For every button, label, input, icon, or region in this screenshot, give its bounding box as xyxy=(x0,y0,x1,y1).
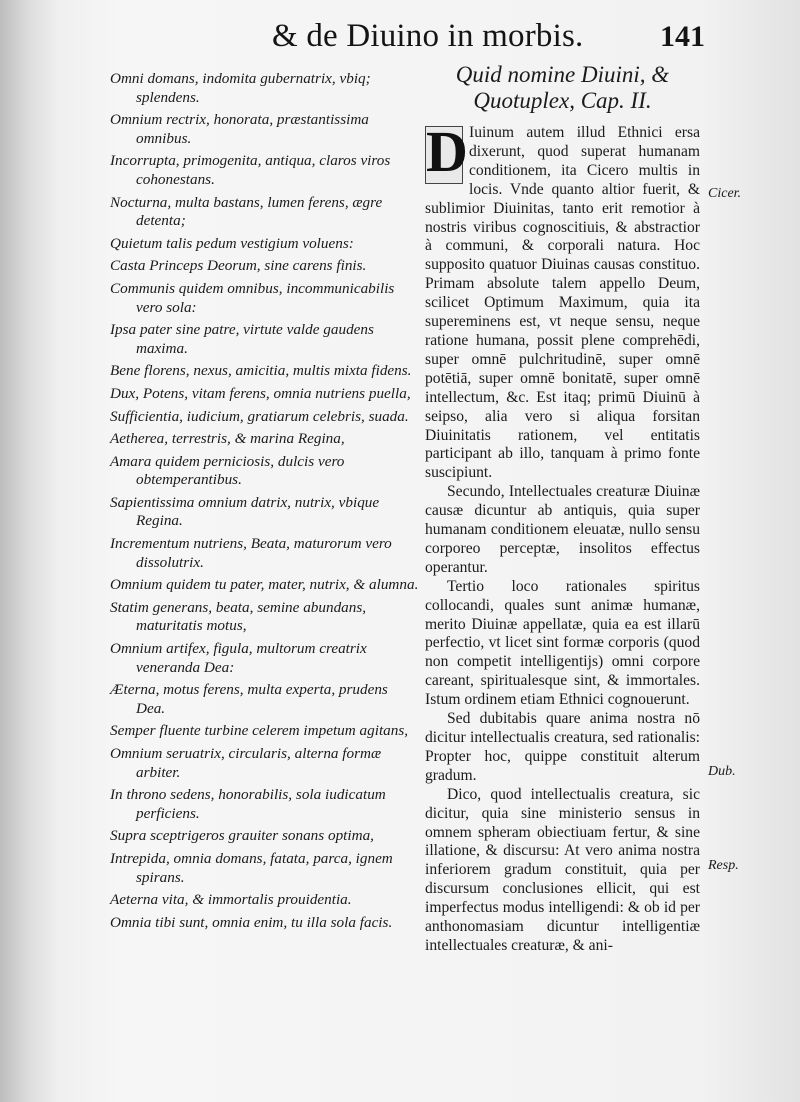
hymn-verse: Omnium seruatrix, circularis, alterna formæ arbiter. xyxy=(110,745,382,781)
first-paragraph-text: Iuinum autem illud Ethnici ersa dixerunt, quod superat humanam conditionem, ita Cicero multis in locis. Vnde quanto altior fuerit, & sublimior Diuinitas, tanto erit remotior à nostris viribus cognoscitiuis, & abstractior à communi, & corporali natura. Hoc supposito quatuor Diuinas causas constituo. Primam absolute talem appello Deum, scilicet Optimum Maximum, quia ita supereminens est, vt neque sensu, neque ratione humana, possit plene comprehēdi, super omnē pulchritudinē, super omnē potētiā, super omnē bonitatē, super omnē intellectum, &c. Est itaq; primū Diuinū à seipso, alia vero si aliqua forsitan Diuinitatis rationem, vel entitatis participant ab illo, tanquam à primo fonte suscipiunt. xyxy=(425,124,700,482)
hymn-verse: Communis quidem omnibus, incommunicabilis vero sola: xyxy=(110,279,395,316)
hymn-verse: Intrepida, omnia domans, fatata, parca, ignem spirans. xyxy=(110,849,393,886)
hymn-verse: Aetherea, terrestris, & marina Regina, xyxy=(110,430,345,448)
hymn-verse: In throno sedens, honorabilis, sola iudicatum perficiens. xyxy=(110,786,386,822)
hymn-verse: Bene florens, nexus, amicitia, multis mixta fidens. xyxy=(110,362,412,380)
body-paragraph: Dico, quod intellectualis creatura, sic dicitur, quia sine ministerio sensus in omnem spheram obiectiuam fertur, & sine illatione, & discursu: At vero anima nostra inferiorem gradum constituit, quia per discursum conclusiones ellicit, qui est imperfectus modus intelligendi: & ob id per anthonomasiam dicuntur intelligentiæ intellectuales creaturæ, & ani- xyxy=(425,785,700,954)
page-header xyxy=(0,14,800,64)
hymn-verse: Omnium quidem tu pater, mater, nutrix, & alumna. xyxy=(110,576,419,594)
chapter-title: Quid nomine Diuini, & Quotuplex, Cap. II. xyxy=(455,62,670,113)
hymn-verse: Nocturna, multa bastans, lumen ferens, ægre detenta; xyxy=(110,193,383,230)
running-head: & de Diuino in morbis. xyxy=(272,18,584,54)
hymn-column xyxy=(110,70,420,936)
body-paragraph: Sed dubitabis quare anima nostra nō dicitur intellectualis creatura, sed rationalis: Propter hoc, quippe constituit alterum gradum. xyxy=(425,710,700,784)
margin-note-cicero: Cicer. xyxy=(708,186,742,201)
hymn-verse: Aeterna vita, & immortalis prouidentia. xyxy=(110,891,352,909)
hymn-verse: Omni domans, indomita gubernatrix, vbiq; splendens. xyxy=(110,70,371,106)
hymn-verse: Semper fluente turbine celerem impetum agitans, xyxy=(110,722,409,740)
hymn-verse: Omnium rectrix, honorata, præstantissima omnibus. xyxy=(110,111,369,147)
hymn-verse: Amara quidem perniciosis, dulcis vero obtemperantibus. xyxy=(110,452,345,489)
hymn-verse: Dux, Potens, vitam ferens, omnia nutriens puella, xyxy=(110,384,411,402)
body-paragraph: Tertio loco rationales spiritus collocandi, quales sunt animæ humanæ, merito Diuinæ appellatæ, quia ea est illarū perfectio, vt licet sint formæ corporis (quod non competit intelligentijs) omni corpore careant, spiritualesque sint, & immortales. Istum ordinem etiam Ethnici cognouerunt. xyxy=(425,577,700,709)
hymn-verse: Casta Princeps Deorum, sine carens finis. xyxy=(110,257,367,275)
hymn-verse: Ipsa pater sine patre, virtute valde gaudens maxima. xyxy=(110,321,374,357)
hymn-verse: Sufficientia, iudicium, gratiarum celebris, suada. xyxy=(110,407,409,425)
treatise-column xyxy=(425,62,700,956)
binding-gutter xyxy=(0,0,58,1102)
page-number: 141 xyxy=(660,20,705,53)
hymn-verse: Statim generans, beata, semine abundans, maturitatis motus, xyxy=(110,598,367,635)
hymn-verse: Supra sceptrigeros grauiter sonans optima, xyxy=(110,827,374,845)
hymn-verse: Quietum talis pedum vestigium voluens: xyxy=(110,234,354,252)
body-paragraph: Secundo, Intellectuales creaturæ Diuinæ causæ dicuntur ab antiquis, quia super humanam conditionem eleuatæ, nullo sensu corporeo perceptæ, insolitos effectus operantur. xyxy=(425,483,700,576)
drop-cap: D xyxy=(426,119,468,184)
hymn-verse: Incorrupta, primogenita, antiqua, claros viros cohonestans. xyxy=(110,152,391,188)
hymn-verse: Incrementum nutriens, Beata, maturorum vero dissolutrix. xyxy=(110,535,392,571)
hymn-verse: Æterna, motus ferens, multa experta, prudens Dea. xyxy=(110,681,388,717)
margin-note-dub: Dub. xyxy=(708,764,736,779)
hymn-verse: Sapientissima omnium datrix, nutrix, vbique Regina. xyxy=(110,493,380,530)
margin-note-resp: Resp. xyxy=(708,858,739,873)
hymn-verse: Omnia tibi sunt, omnia enim, tu illa sola facis. xyxy=(110,913,393,931)
first-paragraph xyxy=(425,119,700,483)
hymn-verse: Omnium artifex, figula, multorum creatrix veneranda Dea: xyxy=(110,640,367,676)
